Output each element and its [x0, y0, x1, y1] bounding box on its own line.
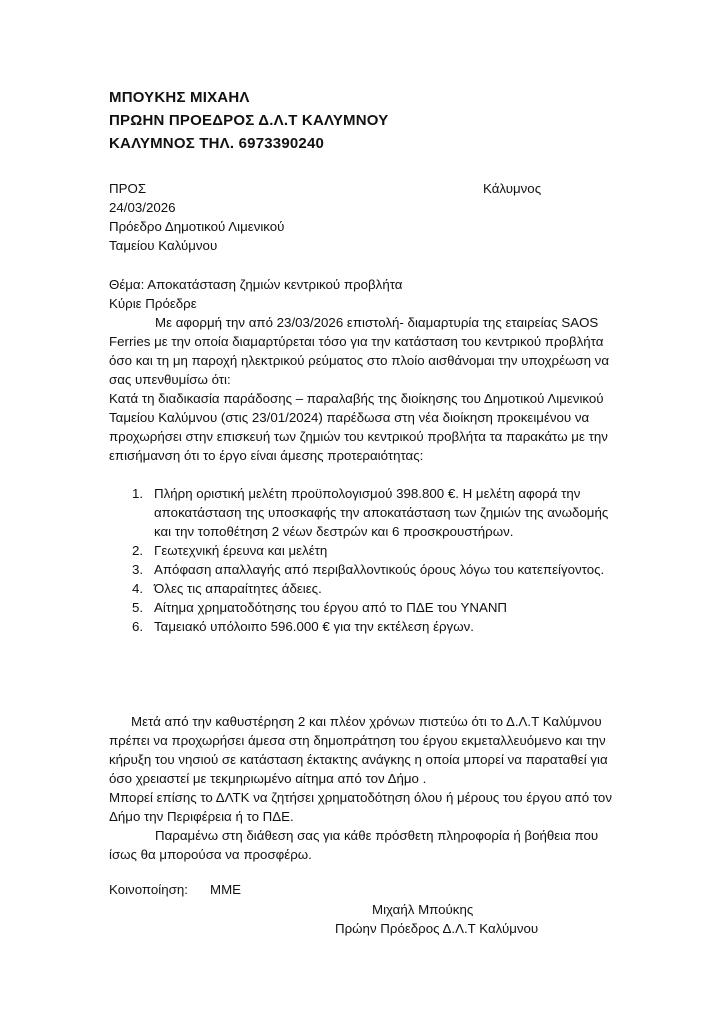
paragraph-1: Με αφορμή την από 23/03/2026 επιστολή- διαμαρτυρία της εταιρείας SAOS Ferries με την οποία διαμαρτύρεται τόσο για την κατάσταση του κεντρικού προβλήτα όσο και τη μη παροχή ηλεκτρικού ρεύματος στο πλοίο αισθάνομαι την υποχρέωση να σας υπενθυμίσω ότι: [109, 315, 610, 387]
signature-name: Μιχαήλ Μπούκης [372, 902, 474, 917]
paragraph-4: Μπορεί επίσης το ΔΛΤΚ να ζητήσει χρηματοδότηση όλου ή μέρους του έργου από τον Δήμο την Περιφέρεια ή το ΠΔΕ. [109, 790, 612, 824]
place: Κάλυμνος [483, 181, 542, 196]
list-item-text: Απόφαση απαλλαγής από περιβαλλοντικούς όρους λόγω του κατεπείγοντος. [154, 562, 605, 577]
list-item-number: 4. [132, 581, 144, 596]
list-item-number: 6. [132, 619, 144, 634]
cc-label: Κοινοποίηση: [109, 882, 188, 897]
list-item [132, 560, 614, 579]
list-item [132, 484, 614, 541]
signature-role: Πρώην Πρόεδρος Δ.Λ.Τ Καλύμνου [335, 921, 539, 936]
sender-name: ΜΠΟΥΚΗΣ ΜΙΧΑΗΛ [109, 89, 250, 106]
list-item [132, 617, 614, 636]
list-item-text: Πλήρη οριστική μελέτη προϋπολογισμού 398.800 €. Η μελέτη αφορά την αποκατάσταση της υποσκαφής την αποκατάσταση των ζημιών της ανωδομής και την τοποθέτηση 2 νέων δεστρών και 6 προσκρουστήρων. [154, 486, 609, 539]
list-item [132, 579, 614, 598]
list-item-text: Ταμειακό υπόλοιπο 596.000 € για την εκτέλεση έργων. [154, 619, 474, 634]
date: 24/03/2026 [109, 200, 176, 215]
paragraph-5: Παραμένω στη διάθεση σας για κάθε πρόσθετη πληροφορία ή βοήθεια που ίσως θα μπορούσα να προσφέρω. [109, 828, 599, 862]
sender-contact: ΚΑΛΥΜΝΟΣ ΤΗΛ. 6973390240 [109, 135, 325, 152]
list-item-number: 2. [132, 543, 144, 558]
list-item-number: 3. [132, 562, 144, 577]
list-item-number: 1. [132, 486, 144, 501]
list-item [132, 598, 614, 617]
subject-line: Θέμα: Αποκατάσταση ζημιών κεντρικού προβλήτα [109, 277, 403, 292]
recipient-line-1: Πρόεδρο Δημοτικού Λιμενικού [109, 219, 285, 234]
cc-value: ΜΜΕ [210, 882, 242, 897]
salutation: Κύριε Πρόεδρε [109, 296, 197, 311]
recipient-line-2: Ταμείου Καλύμνου [109, 238, 218, 253]
list-item [132, 541, 614, 560]
to-label: ΠΡΟΣ [109, 181, 147, 196]
paragraph-3: Μετά από την καθυστέρηση 2 και πλέον χρόνων πιστεύω ότι το Δ.Λ.Τ Καλύμνου πρέπει να προχωρήσει άμεσα στη δημοπράτηση του έργου εκμεταλλευόμενο και την κήρυξη του νησιού σε κατάσταση έκτακτης ανάγκης η οποία μπορεί να παραταθεί για όσο χρειαστεί με τεκμηριωμένο αίτημα από τον Δήμο . [109, 714, 608, 786]
list-item-number: 5. [132, 600, 144, 615]
paragraph-2: Κατά τη διαδικασία παράδοσης – παραλαβής της διοίκησης του Δημοτικού Λιμενικού Ταμείου Καλύμνου (στις 23/01/2024) παρέδωσα στη νέα διοίκηση προκειμένου να προχωρήσει στην επισκευή των ζημιών του κεντρικού προβλήτα τα παρακάτω με την επισήμανση ότι το έργο είναι άμεσης προτεραιότητας: [109, 391, 608, 463]
list-item-text: Γεωτεχνική έρευνα και μελέτη [154, 543, 328, 558]
numbered-list [132, 484, 614, 636]
list-item-text: Όλες τις απαραίτητες άδειες. [154, 581, 322, 596]
sender-title: ΠΡΩΗΝ ΠΡΟΕΔΡΟΣ Δ.Λ.Τ ΚΑΛΥΜΝΟΥ [109, 112, 389, 129]
list-item-text: Αίτημα χρηματοδότησης του έργου από το ΠΔΕ του ΥΝΑΝΠ [154, 600, 508, 615]
